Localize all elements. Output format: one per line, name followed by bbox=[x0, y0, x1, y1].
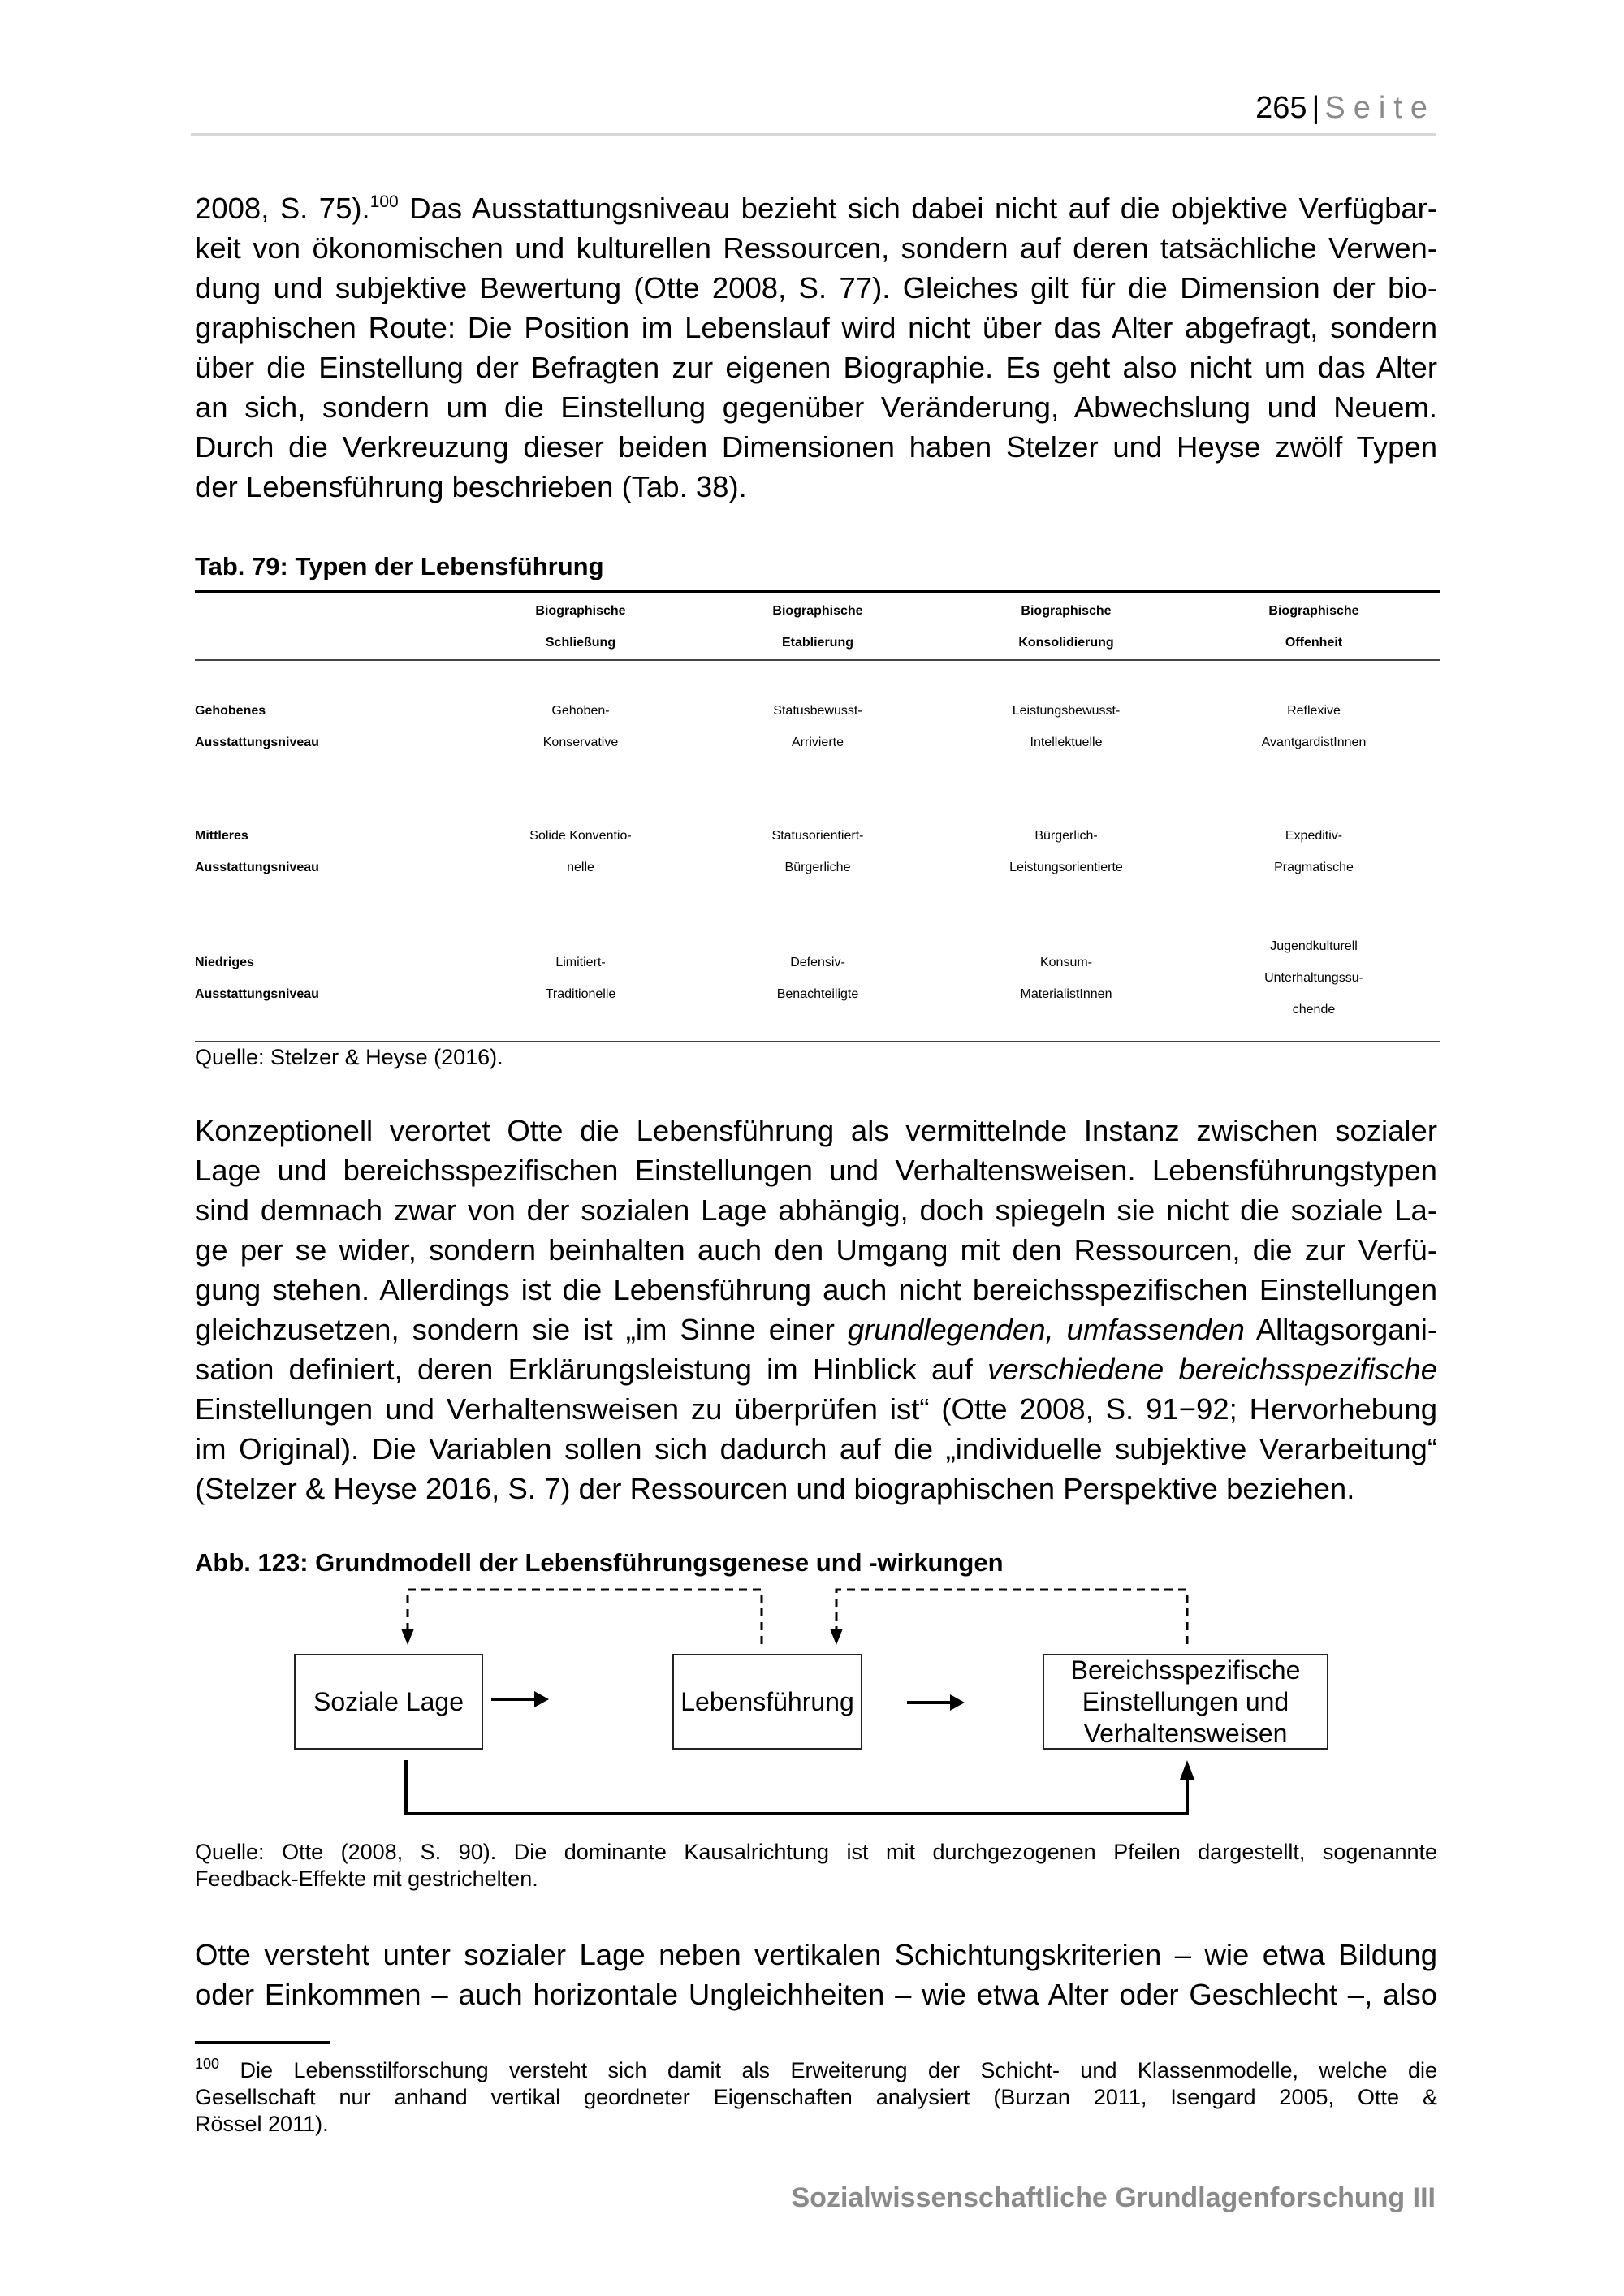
paragraph-line: 2008, S. 75).$^{100}$ Das Ausstattungsniveau bezieht sich dabei nicht auf die objektive Verfügbar- bbox=[195, 192, 1437, 225]
causal-arrow-lifestyle-to-attitudes bbox=[907, 1694, 965, 1711]
table-cell: Defensiv- Benachteiligte bbox=[776, 956, 859, 1001]
paragraph-line: keit von ökonomischen und kulturellen Ressourcen, sondern auf deren tatsächliche Verwen- bbox=[195, 231, 1437, 265]
table-cell: Expeditiv- Pragmatische bbox=[1274, 829, 1354, 874]
paragraph-line: Otte versteht unter sozialer Lage neben vertikalen Schichtungskriterien – wie etwa Bildung bbox=[195, 1938, 1437, 1971]
paragraph-line: gleichzusetzen, sondern sie ist „im Sinne einer grundlegenden, umfassenden Alltagsorgani- bbox=[195, 1313, 1437, 1346]
emphasis: verschiedene bereichsspezifische bbox=[987, 1353, 1437, 1386]
paragraph-line: Konzeptionell verortet Otte die Lebensführung als vermittelnde Instanz zwischen sozialer bbox=[195, 1114, 1437, 1147]
emphasis: grundlegenden, umfassenden bbox=[847, 1313, 1245, 1346]
paragraph-line: über die Einstellung der Befragten zur eigenen Biographie. Es geht also nicht um das Alter bbox=[195, 351, 1437, 384]
arrowhead-down-icon bbox=[401, 1629, 414, 1645]
row-header: Gehobenes Ausstattungsniveau bbox=[195, 704, 319, 749]
arrowhead-down-icon bbox=[830, 1629, 843, 1645]
column-header: Biographische Konsolidierung bbox=[1018, 604, 1114, 650]
table-caption: Tab. 79: Typen der Lebensführung bbox=[195, 552, 604, 580]
figure-source: Quelle: Otte (2008, S. 90). Die dominante Kausalrichtung ist mit durchgezogenen Pfeilen dargestellt, sogenannte Feedback-Effekte mit gestrichelten. bbox=[195, 1840, 1437, 1891]
paragraph-line: graphischen Route: Die Position im Lebenslauf wird nicht über das Alter abgefragt, sondern bbox=[195, 311, 1437, 344]
footnote-rule bbox=[195, 2041, 330, 2044]
table-cell: Konsum- MaterialistInnen bbox=[1020, 956, 1112, 1001]
paragraph-line: der Lebensführung beschrieben (Tab. 38). bbox=[195, 470, 747, 503]
paragraph-line: oder Einkommen – auch horizontale Ungleichheiten – wie etwa Alter oder Geschlecht –, also bbox=[195, 1978, 1437, 2011]
figure-caption: Abb. 123: Grundmodell der Lebensführungsgenese und -wirkungen bbox=[195, 1548, 1004, 1577]
paragraph-line: ge per se wider, sondern beinhalten auch den Umgang mit den Ressourcen, die zur Verfü- bbox=[195, 1233, 1437, 1267]
paragraph-line: (Stelzer & Heyse 2016, S. 7) der Ressourcen und biographischen Perspektive beziehen. bbox=[195, 1472, 1355, 1505]
table-cell: Leistungsbewusst- Intellektuelle bbox=[1012, 704, 1121, 749]
header-separator: | bbox=[1311, 91, 1320, 125]
paragraph-line: gung stehen. Allerdings ist die Lebensführung auch nicht bereichsspezifischen Einstellungen bbox=[195, 1273, 1437, 1306]
footnote: $^{100}$ Die Lebensstilforschung versteht sich damit als Erweiterung der Schicht- und Klassenmodelle, welche die Gesellschaft nur anhand vertikal geordneter Eigenschaften analysiert (Burzan 2011, Isengard 2005, Otte & Rössel 2011). bbox=[195, 2056, 1437, 2136]
footnote-reference[interactable]: 100 bbox=[369, 192, 399, 211]
table-cell: Reflexive AvantgardistInnen bbox=[1261, 704, 1367, 749]
paragraph-line: Durch die Verkreuzung dieser beiden Dimensionen haben Stelzer und Heyse zwölf Typen bbox=[195, 430, 1437, 464]
table-cell: Statusorientiert- Bürgerliche bbox=[771, 829, 864, 874]
box-soziale-lage: Soziale Lage bbox=[294, 1654, 483, 1750]
column-header: Biographische Offenheit bbox=[1268, 604, 1359, 650]
feedback-arrow-lifestyle-to-social bbox=[401, 1590, 762, 1645]
paragraph-line: sation definiert, deren Erklärungsleistung im Hinblick auf verschiedene bereichsspezifische bbox=[195, 1353, 1437, 1386]
row-header: Mittleres Ausstattungsniveau bbox=[195, 829, 319, 874]
paragraph-3 bbox=[195, 1935, 1437, 2014]
paragraph-line: Lage und bereichsspezifischen Einstellungen und Verhaltensweisen. Lebensführungstypen bbox=[195, 1154, 1437, 1187]
page-number: 265 bbox=[1255, 91, 1307, 125]
page-label: Seite bbox=[1324, 91, 1436, 125]
feedback-arrow-attitudes-to-lifestyle bbox=[830, 1590, 1187, 1645]
paragraph-line: im Original). Die Variablen sollen sich dadurch auf die „individuelle subjektive Verarbeitung“ bbox=[195, 1432, 1437, 1465]
footnote-number: 100 bbox=[195, 2056, 220, 2072]
column-header: Biographische Schließung bbox=[535, 604, 626, 650]
arrowhead-up-icon bbox=[1180, 1760, 1194, 1780]
paragraph-line: Einstellungen und Verhaltensweisen zu überprüfen ist“ (Otte 2008, S. 91−92; Hervorhebung bbox=[195, 1392, 1437, 1426]
causal-arrow-social-to-attitudes bbox=[406, 1760, 1194, 1814]
arrowhead-right-icon bbox=[950, 1694, 965, 1711]
box-einstellungen: Bereichsspezifische Einstellungen und Verhaltensweisen bbox=[1043, 1654, 1328, 1750]
table-cell: Gehoben- Konservative bbox=[542, 704, 619, 749]
paragraph-line: sind demnach zwar von der sozialen Lage abhängig, doch spiegeln sie nicht die soziale La- bbox=[195, 1193, 1437, 1227]
table-source: Quelle: Stelzer & Heyse (2016). bbox=[195, 1045, 503, 1069]
paragraph-line: dung und subjektive Bewertung (Otte 2008, S. 77). Gleiches gilt für die Dimension der bio- bbox=[195, 271, 1437, 304]
table-cell: Bürgerlich- Leistungsorientierte bbox=[1009, 829, 1123, 874]
arrowhead-right-icon bbox=[534, 1691, 549, 1707]
row-header: Niedriges Ausstattungsniveau bbox=[195, 956, 319, 1001]
box-lebensfuehrung: Lebensführung bbox=[672, 1654, 862, 1750]
table-cell: Jugendkulturell Unterhaltungssu- chende bbox=[1264, 939, 1363, 1016]
column-header: Biographische Etablierung bbox=[772, 604, 863, 650]
causal-arrow-social-to-lifestyle bbox=[491, 1691, 549, 1707]
table-cell: Limitiert- Traditionelle bbox=[545, 956, 616, 1001]
page-footer-title: Sozialwissenschaftliche Grundlagenforschung III bbox=[791, 2182, 1436, 2213]
table-cell: Solide Konventio- nelle bbox=[529, 829, 632, 874]
table-cell: Statusbewusst- Arrivierte bbox=[773, 704, 862, 749]
paragraph-line: an sich, sondern um die Einstellung gegenüber Veränderung, Abwechslung und Neuem. bbox=[195, 391, 1437, 424]
